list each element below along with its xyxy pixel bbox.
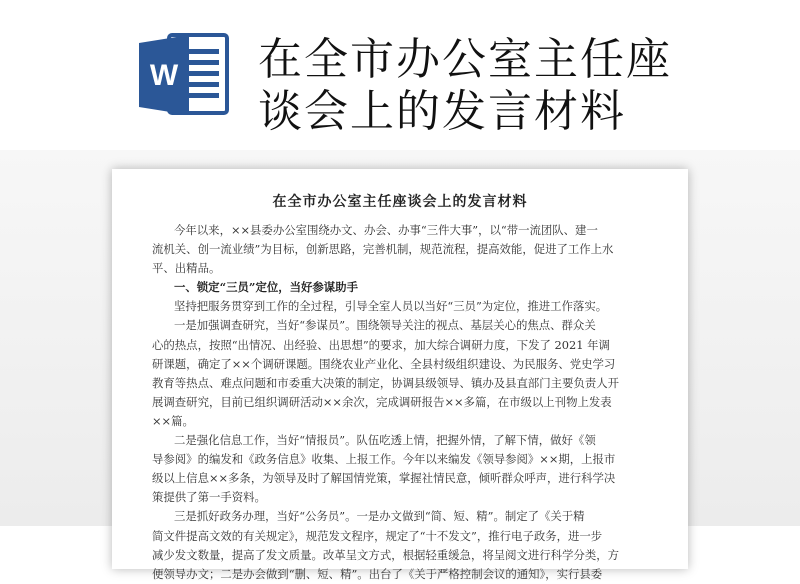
page-title-line-2: 谈会上的发言材料 [258, 86, 626, 137]
paragraph-line: 今年以来，××县委办公室围绕办文、办会、办事“三件大事”，以“带一流团队、建一 [174, 223, 598, 237]
page-title-line-1: 在全市办公室主任座 [258, 34, 672, 85]
document-page [112, 169, 688, 581]
word-document-icon [139, 33, 231, 117]
svg-text:W: W [149, 59, 179, 92]
paragraph-line: 教育等热点、难点问题和市委重大决策的制定，协调县级领导、镇办及县直部门主要负责人开 [152, 375, 620, 390]
section-heading: 一、锁定“三员”定位，当好参谋助手 [174, 280, 358, 295]
header-banner [0, 0, 800, 150]
paragraph-line: 简文件提高文效的有关规定》，规范发文程序，规定了“十不发文”，推行电子政务，进一步 [152, 528, 603, 543]
paragraph-line: 减少发文数量，提高了发文质量。改革呈文方式，根据轻重缓急，将呈阅文进行科学分类，方 [152, 547, 620, 562]
paragraph-line: 坚持把服务贯穿到工作的全过程，引导全室人员以当好“三员”为定位，推进工作落实。 [174, 299, 608, 314]
paragraph-line: 策提供了第一手资料。 [152, 490, 266, 505]
paragraph-line: 导参阅》的编发和《政务信息》收集、上报工作。今年以来编发《领导参阅》××期，上报市 [152, 452, 616, 467]
paragraph-line: 三是抓好政务办理，当好“公务员”。一是办文做到“简、短、精”。制定了《关于精 [174, 509, 585, 524]
paragraph-line: 平、出精品。 [152, 261, 221, 276]
paragraph-line: 便领导办文；二是办会做到“删、短、精”。出台了《关于严格控制会议的通知》，实行县委 [152, 566, 603, 581]
page-title [258, 34, 778, 138]
paragraph-line: 级以上信息××多条，为领导及时了解国情党策，掌握社情民意，倾听群众呼声，进行科学决 [152, 471, 616, 486]
document-body [152, 221, 652, 584]
paragraph-line: 研课题，确定了××个调研课题。围绕农业产业化、全县村级组织建设、为民服务、党史学习 [152, 356, 616, 371]
paragraph-line: 二是强化信息工作，当好“情报员”。队伍吃透上情，把握外情，了解下情，做好《领 [174, 433, 596, 448]
paragraph-line: ××篇。 [152, 413, 194, 428]
paragraph-line: 流机关、创一流业绩”为目标，创新思路，完善机制，规范流程，提高效能，促进了工作上水 [152, 242, 614, 257]
paragraph-line: 展调查研究，目前已组织调研活动××余次，完成调研报告××多篇，在市级以上刊物上发表 [152, 394, 612, 409]
paragraph-line: 心的热点，按照“出情况、出经验、出思想”的要求，加大综合调研力度，下发了 2021 年调 [152, 337, 610, 352]
paragraph-line: 一是加强调查研究，当好“参谋员”。围绕领导关注的视点、基层关心的焦点、群众关 [174, 318, 596, 333]
document-title: 在全市办公室主任座谈会上的发言材料 [272, 194, 528, 210]
